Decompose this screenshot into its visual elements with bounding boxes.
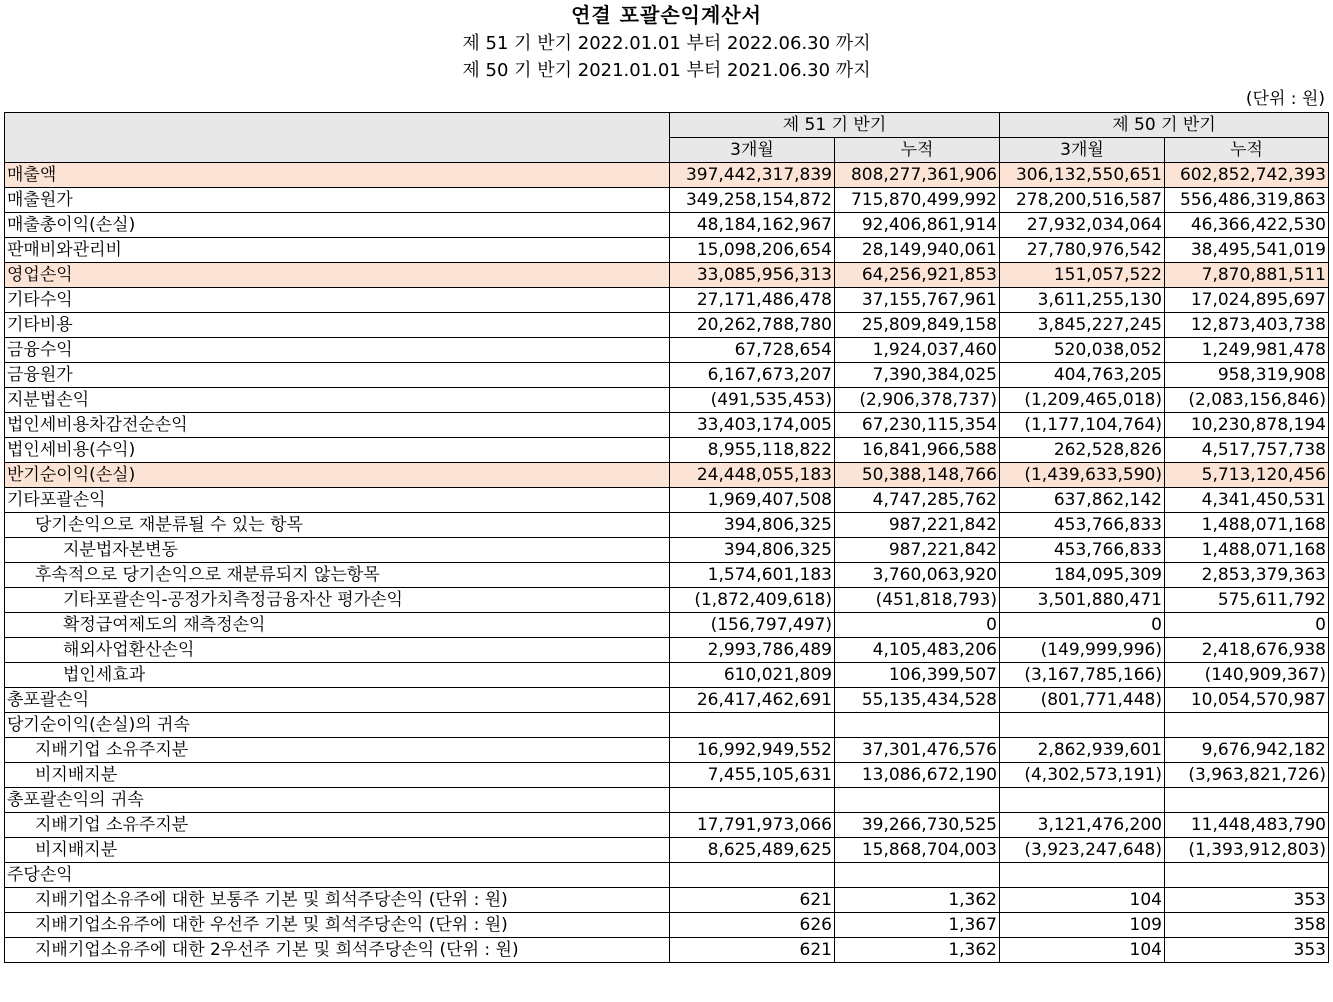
table-row [5, 763, 1329, 788]
row-value: 7,390,384,025 [835, 363, 1000, 388]
row-value: 27,780,976,542 [1000, 238, 1165, 263]
row-value: (1,177,104,764) [1000, 413, 1165, 438]
row-value: 48,184,162,967 [670, 213, 835, 238]
row-value: 28,149,940,061 [835, 238, 1000, 263]
row-value: 353 [1165, 938, 1329, 963]
row-value: (2,083,156,846) [1165, 388, 1329, 413]
row-value: 38,495,541,019 [1165, 238, 1329, 263]
row-value: (3,963,821,726) [1165, 763, 1329, 788]
table-row [5, 238, 1329, 263]
table-row [5, 263, 1329, 288]
row-value: 394,806,325 [670, 513, 835, 538]
row-value: 0 [1000, 613, 1165, 638]
row-value: 3,121,476,200 [1000, 813, 1165, 838]
table-row [5, 888, 1329, 913]
row-label: 법인세비용차감전순손익 [5, 413, 670, 438]
row-value: 5,713,120,456 [1165, 463, 1329, 488]
row-label: 당기순이익(손실)의 귀속 [5, 713, 670, 738]
row-value: 2,862,939,601 [1000, 738, 1165, 763]
row-value: 1,924,037,460 [835, 338, 1000, 363]
row-label: 매출총이익(손실) [5, 213, 670, 238]
row-label: 지분법자본변동 [5, 538, 670, 563]
row-value [670, 788, 835, 813]
row-label: 판매비와관리비 [5, 238, 670, 263]
column-header-prior-cumulative: 누적 [1165, 138, 1329, 163]
row-value: 67,728,654 [670, 338, 835, 363]
row-value: 0 [1165, 613, 1329, 638]
row-value: 55,135,434,528 [835, 688, 1000, 713]
row-value: (149,999,996) [1000, 638, 1165, 663]
period-prior: 제 50 기 반기 2021.01.01 부터 2021.06.30 까지 [462, 60, 871, 81]
row-label: 총포괄손익의 귀속 [5, 788, 670, 813]
label-column-header [5, 113, 670, 163]
row-value: 1,969,407,508 [670, 488, 835, 513]
row-value: 1,488,071,168 [1165, 538, 1329, 563]
row-value [670, 713, 835, 738]
row-value: 358 [1165, 913, 1329, 938]
table-row [5, 188, 1329, 213]
row-value: 15,098,206,654 [670, 238, 835, 263]
row-label: 영업손익 [5, 263, 670, 288]
row-value: 16,841,966,588 [835, 438, 1000, 463]
table-row [5, 738, 1329, 763]
row-value: 33,085,956,313 [670, 263, 835, 288]
row-value: 3,760,063,920 [835, 563, 1000, 588]
row-value: 67,230,115,354 [835, 413, 1000, 438]
row-value: 621 [670, 888, 835, 913]
table-row [5, 488, 1329, 513]
row-value: 637,862,142 [1000, 488, 1165, 513]
row-value: 15,868,704,003 [835, 838, 1000, 863]
row-value: 3,845,227,245 [1000, 313, 1165, 338]
row-value: (1,393,912,803) [1165, 838, 1329, 863]
row-label: 지분법손익 [5, 388, 670, 413]
row-value: 37,155,767,961 [835, 288, 1000, 313]
row-value: 3,611,255,130 [1000, 288, 1165, 313]
row-value: 151,057,522 [1000, 263, 1165, 288]
row-value: 2,993,786,489 [670, 638, 835, 663]
row-value: 104 [1000, 888, 1165, 913]
row-value: 808,277,361,906 [835, 163, 1000, 188]
table-row [5, 463, 1329, 488]
row-value: 4,341,450,531 [1165, 488, 1329, 513]
row-value: 394,806,325 [670, 538, 835, 563]
statement-title: 연결 포괄손익계산서 [571, 3, 762, 27]
row-value: (451,818,793) [835, 588, 1000, 613]
row-label: 지배기업 소유주지분 [5, 738, 670, 763]
column-header-current-cumulative: 누적 [835, 138, 1000, 163]
row-label: 지배기업소유주에 대한 우선주 기본 및 희석주당손익 (단위 : 원) [5, 913, 670, 938]
row-value: 16,992,949,552 [670, 738, 835, 763]
row-value: 958,319,908 [1165, 363, 1329, 388]
row-label: 지배기업소유주에 대한 보통주 기본 및 희석주당손익 (단위 : 원) [5, 888, 670, 913]
row-value: 37,301,476,576 [835, 738, 1000, 763]
row-label: 법인세효과 [5, 663, 670, 688]
row-value: 1,362 [835, 938, 1000, 963]
row-label: 비지배지분 [5, 838, 670, 863]
row-value: 6,167,673,207 [670, 363, 835, 388]
row-value: 10,230,878,194 [1165, 413, 1329, 438]
row-value: 12,873,403,738 [1165, 313, 1329, 338]
row-label: 비지배지분 [5, 763, 670, 788]
column-header-current-3m: 3개월 [670, 138, 835, 163]
row-value: 621 [670, 938, 835, 963]
table-row [5, 813, 1329, 838]
row-label: 주당손익 [5, 863, 670, 888]
row-value: 7,455,105,631 [670, 763, 835, 788]
table-row [5, 563, 1329, 588]
row-value: 610,021,809 [670, 663, 835, 688]
row-value: (1,439,633,590) [1000, 463, 1165, 488]
row-value: 24,448,055,183 [670, 463, 835, 488]
row-value: 602,852,742,393 [1165, 163, 1329, 188]
row-value: (3,923,247,648) [1000, 838, 1165, 863]
row-value: 46,366,422,530 [1165, 213, 1329, 238]
row-value: 453,766,833 [1000, 538, 1165, 563]
table-row [5, 638, 1329, 663]
table-row [5, 713, 1329, 738]
row-value: 13,086,672,190 [835, 763, 1000, 788]
row-value [1165, 788, 1329, 813]
row-value: 1,249,981,478 [1165, 338, 1329, 363]
row-value: 8,625,489,625 [670, 838, 835, 863]
row-value [835, 863, 1000, 888]
row-value: (1,209,465,018) [1000, 388, 1165, 413]
row-label: 금융수익 [5, 338, 670, 363]
table-row [5, 388, 1329, 413]
row-label: 법인세비용(수익) [5, 438, 670, 463]
row-value: (140,909,367) [1165, 663, 1329, 688]
row-value: 10,054,570,987 [1165, 688, 1329, 713]
row-label: 기타포괄손익-공정가치측정금융자산 평가손익 [5, 588, 670, 613]
row-value: 987,221,842 [835, 538, 1000, 563]
row-value: (801,771,448) [1000, 688, 1165, 713]
row-value: 11,448,483,790 [1165, 813, 1329, 838]
row-value: (2,906,378,737) [835, 388, 1000, 413]
row-value: 64,256,921,853 [835, 263, 1000, 288]
row-label: 기타포괄손익 [5, 488, 670, 513]
row-value: 8,955,118,822 [670, 438, 835, 463]
table-row [5, 913, 1329, 938]
row-value [1000, 863, 1165, 888]
row-value: (156,797,497) [670, 613, 835, 638]
row-value: 20,262,788,780 [670, 313, 835, 338]
table-row [5, 163, 1329, 188]
row-label: 총포괄손익 [5, 688, 670, 713]
statement-body [5, 163, 1329, 963]
row-value: 26,417,462,691 [670, 688, 835, 713]
row-value: 1,362 [835, 888, 1000, 913]
row-value: 575,611,792 [1165, 588, 1329, 613]
row-value: 278,200,516,587 [1000, 188, 1165, 213]
row-value: 3,501,880,471 [1000, 588, 1165, 613]
row-value: 349,258,154,872 [670, 188, 835, 213]
table-row [5, 588, 1329, 613]
row-value: 306,132,550,651 [1000, 163, 1165, 188]
row-value: 27,932,034,064 [1000, 213, 1165, 238]
table-row [5, 513, 1329, 538]
row-value: (491,535,453) [670, 388, 835, 413]
row-value [670, 863, 835, 888]
row-value: 1,574,601,183 [670, 563, 835, 588]
table-row [5, 688, 1329, 713]
row-value [1165, 863, 1329, 888]
row-value: 715,870,499,992 [835, 188, 1000, 213]
row-value: 50,388,148,766 [835, 463, 1000, 488]
period-current: 제 51 기 반기 2022.01.01 부터 2022.06.30 까지 [462, 33, 871, 54]
group-header-row [5, 113, 1329, 138]
row-value: 17,024,895,697 [1165, 288, 1329, 313]
table-row [5, 613, 1329, 638]
row-value: 9,676,942,182 [1165, 738, 1329, 763]
row-value: 7,870,881,511 [1165, 263, 1329, 288]
table-row [5, 413, 1329, 438]
unit-label: (단위 : 원) [1245, 89, 1325, 109]
row-value: 0 [835, 613, 1000, 638]
row-value: 404,763,205 [1000, 363, 1165, 388]
row-value: 520,038,052 [1000, 338, 1165, 363]
table-row [5, 363, 1329, 388]
table-row [5, 313, 1329, 338]
row-value: 987,221,842 [835, 513, 1000, 538]
row-label: 당기손익으로 재분류될 수 있는 항목 [5, 513, 670, 538]
row-value: 1,488,071,168 [1165, 513, 1329, 538]
row-value: (1,872,409,618) [670, 588, 835, 613]
row-value: 106,399,507 [835, 663, 1000, 688]
row-value: 2,418,676,938 [1165, 638, 1329, 663]
income-statement-table [4, 112, 1329, 963]
row-value: 397,442,317,839 [670, 163, 835, 188]
row-value: (3,167,785,166) [1000, 663, 1165, 688]
table-row [5, 663, 1329, 688]
table-row [5, 288, 1329, 313]
table-row [5, 213, 1329, 238]
row-value: 109 [1000, 913, 1165, 938]
row-value: 25,809,849,158 [835, 313, 1000, 338]
row-value: 2,853,379,363 [1165, 563, 1329, 588]
row-label: 지배기업 소유주지분 [5, 813, 670, 838]
table-row [5, 338, 1329, 363]
table-row [5, 838, 1329, 863]
row-value: 33,403,174,005 [670, 413, 835, 438]
row-label: 기타수익 [5, 288, 670, 313]
row-label: 확정급여제도의 재측정손익 [5, 613, 670, 638]
row-label: 매출원가 [5, 188, 670, 213]
row-value [1000, 788, 1165, 813]
table-row [5, 863, 1329, 888]
table-row [5, 538, 1329, 563]
column-header-prior-3m: 3개월 [1000, 138, 1165, 163]
row-value: 353 [1165, 888, 1329, 913]
row-value: 453,766,833 [1000, 513, 1165, 538]
row-label: 기타비용 [5, 313, 670, 338]
table-row [5, 938, 1329, 963]
column-group-prior: 제 50 기 반기 [1000, 113, 1329, 138]
row-value: 4,517,757,738 [1165, 438, 1329, 463]
row-value: 4,105,483,206 [835, 638, 1000, 663]
row-value: (4,302,573,191) [1000, 763, 1165, 788]
row-label: 지배기업소유주에 대한 2우선주 기본 및 희석주당손익 (단위 : 원) [5, 938, 670, 963]
row-label: 매출액 [5, 163, 670, 188]
row-value: 1,367 [835, 913, 1000, 938]
row-value [1165, 713, 1329, 738]
row-value: 39,266,730,525 [835, 813, 1000, 838]
table-row [5, 788, 1329, 813]
row-value [835, 788, 1000, 813]
row-value: 184,095,309 [1000, 563, 1165, 588]
row-value: 104 [1000, 938, 1165, 963]
row-label: 금융원가 [5, 363, 670, 388]
row-label: 반기순이익(손실) [5, 463, 670, 488]
row-value: 556,486,319,863 [1165, 188, 1329, 213]
row-value: 27,171,486,478 [670, 288, 835, 313]
row-value [1000, 713, 1165, 738]
row-value: 17,791,973,066 [670, 813, 835, 838]
row-label: 후속적으로 당기손익으로 재분류되지 않는항목 [5, 563, 670, 588]
table-row [5, 438, 1329, 463]
row-value: 626 [670, 913, 835, 938]
row-value: 92,406,861,914 [835, 213, 1000, 238]
row-value [835, 713, 1000, 738]
row-label: 해외사업환산손익 [5, 638, 670, 663]
row-value: 262,528,826 [1000, 438, 1165, 463]
row-value: 4,747,285,762 [835, 488, 1000, 513]
column-group-current: 제 51 기 반기 [670, 113, 1000, 138]
